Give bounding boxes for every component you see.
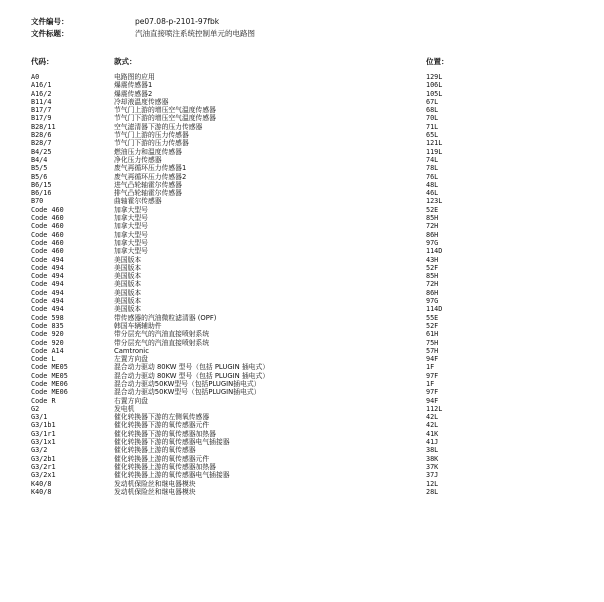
table-row — [31, 430, 591, 438]
row-position: 52E — [426, 205, 439, 214]
table-row — [31, 81, 591, 89]
row-position: 42L — [426, 421, 439, 430]
row-code: Code 835 — [31, 321, 64, 330]
row-position: 61H — [426, 330, 439, 339]
row-code: Code 494 — [31, 280, 64, 289]
row-position: 1F — [426, 363, 435, 372]
table-body — [31, 73, 591, 496]
header-code: 代码： — [31, 57, 54, 66]
row-description: 净化压力传感器 — [114, 155, 162, 164]
row-description: 发电机 — [114, 404, 135, 413]
row-code: Code 598 — [31, 313, 64, 322]
row-code: A16/2 — [31, 89, 52, 98]
row-position: 52F — [426, 263, 439, 272]
row-position: 123L — [426, 197, 443, 206]
row-code: Code 460 — [31, 222, 64, 231]
table-row — [31, 330, 591, 338]
table-row — [31, 206, 591, 214]
row-position: 38L — [426, 446, 439, 455]
document-meta — [31, 16, 255, 40]
row-description: 催化转换器下游的左侧氧传感器 — [114, 413, 210, 422]
row-position: 42L — [426, 413, 439, 422]
row-position: 37K — [426, 462, 439, 471]
table-row — [31, 314, 591, 322]
row-description: 冷却液温度传感器 — [114, 97, 169, 106]
row-code: Code 494 — [31, 305, 64, 314]
table-row — [31, 139, 591, 147]
table-row — [31, 164, 591, 172]
row-description: 节气门下游的增压空气温度传感器 — [114, 114, 216, 123]
row-description: 美国版本 — [114, 280, 142, 289]
row-code: Code 920 — [31, 338, 64, 347]
row-description: 加拿大型号 — [114, 205, 148, 214]
table-row — [31, 421, 591, 429]
row-description: 韩国车辆辅助件 — [114, 321, 162, 330]
row-position: 70L — [426, 114, 439, 123]
row-position: 97F — [426, 371, 439, 380]
table-row — [31, 148, 591, 156]
row-position: 129L — [426, 73, 443, 81]
row-position: 71L — [426, 122, 439, 131]
row-description: 美国版本 — [114, 272, 142, 281]
table-row — [31, 280, 591, 288]
row-code: G3/2x1 — [31, 471, 56, 480]
row-position: 94F — [426, 396, 439, 405]
row-code: B5/5 — [31, 164, 48, 173]
row-position: 67L — [426, 97, 439, 106]
row-position: 85H — [426, 272, 439, 281]
row-position: 114D — [426, 305, 443, 314]
row-code: B5/6 — [31, 172, 48, 181]
row-position: 28L — [426, 487, 439, 496]
row-code: Code ME05 — [31, 363, 68, 372]
table-row — [31, 181, 591, 189]
row-code: G3/1b1 — [31, 421, 56, 430]
row-code: B11/4 — [31, 97, 52, 106]
row-description: 催化转换器下游的氧传感器加热器 — [114, 429, 216, 438]
row-description: 美国版本 — [114, 305, 142, 314]
doc-number-row — [31, 16, 255, 28]
row-code: Code ME05 — [31, 371, 68, 380]
row-description: 混合动力驱动50KW型号（包括PLUGIN插电式） — [114, 388, 261, 397]
row-description: 催化转换器上游的氧传感器元件 — [114, 454, 210, 463]
table-row — [31, 90, 591, 98]
table-row — [31, 256, 591, 264]
row-position: 121L — [426, 139, 443, 148]
row-code: G3/1r1 — [31, 429, 56, 438]
row-description: 美国版本 — [114, 263, 142, 272]
table-row — [31, 480, 591, 488]
row-position: 72H — [426, 222, 439, 231]
table-row — [31, 173, 591, 181]
doc-number-label: 文件编号： — [31, 17, 69, 26]
row-code: Code A14 — [31, 346, 64, 355]
row-code: B6/16 — [31, 189, 52, 198]
row-position: 12L — [426, 479, 439, 488]
row-position: 43H — [426, 255, 439, 264]
doc-title-value: 汽油直接喷注系统控制单元的电路图 — [135, 29, 255, 38]
row-code: A16/1 — [31, 81, 52, 90]
row-position: 119L — [426, 147, 443, 156]
row-code: Code ME06 — [31, 379, 68, 388]
row-position: 105L — [426, 89, 443, 98]
row-description: 带传感器的汽油微粒滤清器 (OPF) — [114, 313, 217, 322]
row-description: 节气门上游的增压空气温度传感器 — [114, 106, 216, 115]
row-description: 节气门上游的压力传感器 — [114, 131, 189, 140]
row-description: 燃油压力和温度传感器 — [114, 147, 182, 156]
table-row — [31, 322, 591, 330]
row-code: K40/8 — [31, 487, 52, 496]
row-code: B70 — [31, 197, 44, 206]
doc-title-row — [31, 28, 255, 40]
row-description: 空气滤清器下游的压力传感器 — [114, 122, 203, 131]
row-code: K40/8 — [31, 479, 52, 488]
row-code: Code L — [31, 355, 56, 364]
row-description: 废气再循环压力传感器1 — [114, 164, 187, 173]
row-code: B17/7 — [31, 106, 52, 115]
row-position: 97G — [426, 297, 439, 306]
table-row — [31, 305, 591, 313]
table-row — [31, 388, 591, 396]
row-code: Code 460 — [31, 247, 64, 256]
row-code: Code 920 — [31, 330, 64, 339]
row-position: 114D — [426, 247, 443, 256]
row-position: 46L — [426, 189, 439, 198]
table-row — [31, 123, 591, 131]
table-row — [31, 247, 591, 255]
table-row — [31, 471, 591, 479]
table-row — [31, 397, 591, 405]
row-code: Code 460 — [31, 238, 64, 247]
row-description: 美国版本 — [114, 255, 142, 264]
row-description: 爆震传感器2 — [114, 89, 153, 98]
table-row — [31, 488, 591, 496]
row-description: 催化转换器上游的氧传感器加热器 — [114, 462, 216, 471]
doc-title-label: 文件标题： — [31, 29, 69, 38]
row-code: Code 494 — [31, 255, 64, 264]
row-code: Code 494 — [31, 297, 64, 306]
row-description: 加拿大型号 — [114, 238, 148, 247]
row-description: 加拿大型号 — [114, 247, 148, 256]
row-code: Code 494 — [31, 272, 64, 281]
row-position: 48L — [426, 180, 439, 189]
row-description: 加拿大型号 — [114, 222, 148, 231]
row-description: 催化转换器上游的氧传感器 — [114, 446, 196, 455]
row-code: B28/11 — [31, 122, 56, 131]
row-position: 72H — [426, 280, 439, 289]
row-code: B17/9 — [31, 114, 52, 123]
row-position: 41K — [426, 429, 439, 438]
row-position: 57H — [426, 346, 439, 355]
table-row — [31, 446, 591, 454]
row-description: 曲轴霍尔传感器 — [114, 197, 162, 206]
row-code: G3/2r1 — [31, 462, 56, 471]
row-description: 加拿大型号 — [114, 214, 148, 223]
table-row — [31, 405, 591, 413]
row-position: 76L — [426, 172, 439, 181]
row-description: 美国版本 — [114, 297, 142, 306]
row-code: Code 460 — [31, 214, 64, 223]
row-code: B6/15 — [31, 180, 52, 189]
row-code: B4/4 — [31, 155, 48, 164]
row-description: 节气门下游的压力传感器 — [114, 139, 189, 148]
table-row — [31, 372, 591, 380]
row-position: 74L — [426, 155, 439, 164]
row-description: 进气凸轮轴霍尔传感器 — [114, 180, 182, 189]
row-position: 112L — [426, 404, 443, 413]
table-row — [31, 363, 591, 371]
row-description: 发动机保险丝和继电器模块 — [114, 487, 196, 496]
row-position: 55E — [426, 313, 439, 322]
row-position: 37J — [426, 471, 439, 480]
row-code: B4/25 — [31, 147, 52, 156]
row-position: 97F — [426, 388, 439, 397]
table-row — [31, 197, 591, 205]
row-description: 催化转换器上游的氧传感器电气插接器 — [114, 471, 230, 480]
table-row — [31, 231, 591, 239]
table-row — [31, 114, 591, 122]
row-description: 混合动力驱动50KW型号（包括PLUGIN插电式） — [114, 379, 261, 388]
row-position: 85H — [426, 214, 439, 223]
row-position: 68L — [426, 106, 439, 115]
header-description: 款式： — [114, 57, 137, 66]
row-position: 86H — [426, 230, 439, 239]
row-position: 1F — [426, 379, 435, 388]
row-description: Camtronic — [114, 346, 149, 355]
row-code: B28/7 — [31, 139, 52, 148]
table-row — [31, 463, 591, 471]
row-description: 带分层充气的汽油直接喷射系统 — [114, 330, 210, 339]
row-code: Code 494 — [31, 263, 64, 272]
row-description: 加拿大型号 — [114, 230, 148, 239]
row-code: Code R — [31, 396, 56, 405]
row-code: G3/2b1 — [31, 454, 56, 463]
row-code: G3/1x1 — [31, 438, 56, 447]
row-description: 发动机保险丝和继电器模块 — [114, 479, 196, 488]
doc-number-value: pe07.08-p-2101-97fbk — [135, 17, 220, 26]
row-code: G3/1 — [31, 413, 48, 422]
row-position: 38K — [426, 454, 439, 463]
row-position: 52F — [426, 321, 439, 330]
row-position: 97G — [426, 238, 439, 247]
row-code: Code 460 — [31, 230, 64, 239]
row-description: 电路图的应用 — [114, 73, 155, 81]
row-description: 爆震传感器1 — [114, 81, 153, 90]
row-code: Code 494 — [31, 288, 64, 297]
row-position: 94F — [426, 355, 439, 364]
row-position: 78L — [426, 164, 439, 173]
row-code: Code ME06 — [31, 388, 68, 397]
row-description: 带分层充气的汽油直接喷射系统 — [114, 338, 210, 347]
row-description: 美国版本 — [114, 288, 142, 297]
row-position: 86H — [426, 288, 439, 297]
row-code: B28/6 — [31, 131, 52, 140]
row-code: G2 — [31, 404, 40, 413]
table-row — [31, 222, 591, 230]
row-code: A0 — [31, 73, 40, 81]
row-position: 65L — [426, 131, 439, 140]
row-description: 排气凸轮轴霍尔传感器 — [114, 189, 182, 198]
table-row — [31, 239, 591, 247]
row-description: 催化转换器下游的氧传感器元件 — [114, 421, 210, 430]
header-position: 位置： — [426, 57, 449, 66]
row-position: 41J — [426, 438, 439, 447]
table-row — [31, 339, 591, 347]
table-row — [31, 455, 591, 463]
row-description: 混合动力驱动 80KW 型号（包括 PLUGIN 插电式） — [114, 371, 270, 380]
row-code: G3/2 — [31, 446, 48, 455]
row-description: 催化转换器下游的氧传感器电气插接器 — [114, 438, 230, 447]
row-position: 106L — [426, 81, 443, 90]
row-description: 左置方向盘 — [114, 355, 148, 364]
table-row — [31, 98, 591, 106]
row-position: 75H — [426, 338, 439, 347]
row-description: 废气再循环压力传感器2 — [114, 172, 187, 181]
table-row — [31, 264, 591, 272]
row-description: 右置方向盘 — [114, 396, 148, 405]
row-code: Code 460 — [31, 205, 64, 214]
row-description: 混合动力驱动 80KW 型号（包括 PLUGIN 插电式） — [114, 363, 270, 372]
table-row — [31, 289, 591, 297]
table-row — [31, 347, 591, 355]
